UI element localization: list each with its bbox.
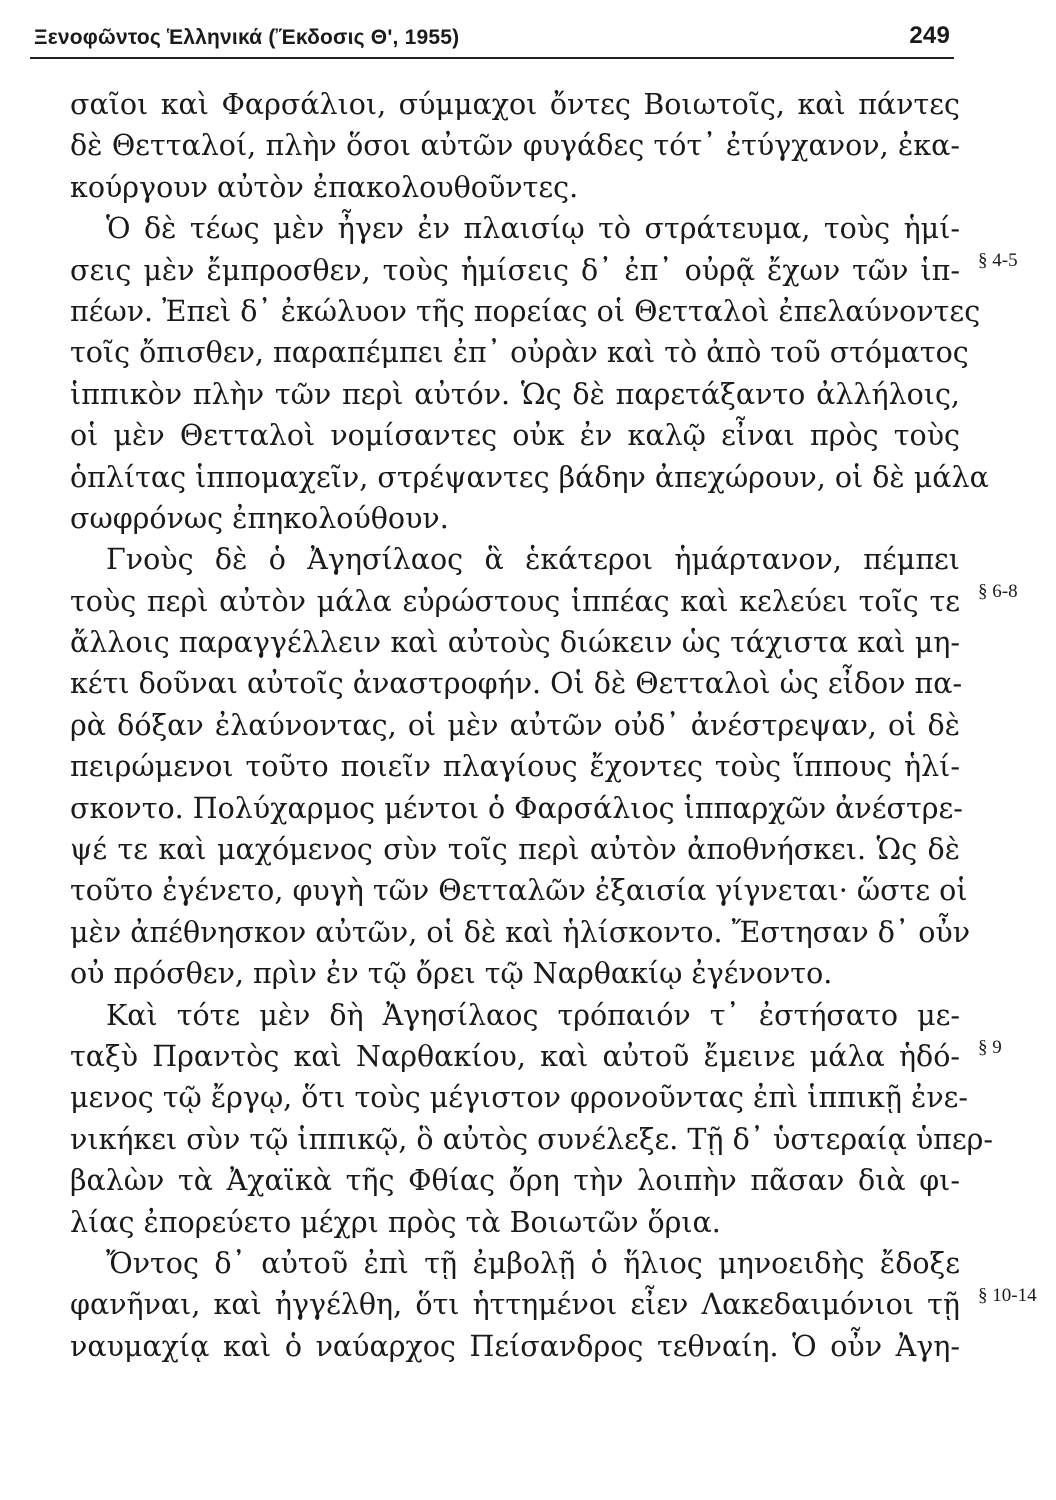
text-line: τοὺς περὶ αὐτὸν μάλα εὐρώστους ἱππέας καὶ κελεύει τοῖς τε [70, 584, 960, 618]
text-line: ναυμαχίᾳ καὶ ὁ ναύαρχος Πείσανδρος τεθναίη. Ὁ οὖν Ἀγη- [70, 1329, 960, 1363]
section-ref: § 6-8 [978, 581, 1018, 602]
page-number: 249 [909, 22, 950, 49]
header-rule [30, 57, 954, 59]
text-line: Γνοὺς δὲ ὁ Ἀγησίλαος ἃ ἑκάτεροι ἡμάρτανον, πέμπει [106, 543, 960, 577]
text-line: κούργουν αὐτὸν ἐπακολουθοῦντες. [70, 170, 579, 204]
text-line: μενος τῷ ἔργῳ, ὅτι τοὺς μέγιστον φρονοῦντας ἐπὶ ἱππικῇ ἐνε- [70, 1081, 969, 1115]
section-ref: § 4-5 [978, 250, 1018, 271]
section-ref: § 10-14 [978, 1285, 1037, 1306]
text-line: πέων. Ἐπεὶ δ᾽ ἐκώλυον τῆς πορείας οἱ Θετταλοὶ ἐπελαύνοντες [70, 294, 981, 328]
text-line: νικήκει σὺν τῷ ἱππικῷ, ὃ αὐτὸς συνέλεξε. Τῇ δ᾽ ὑστεραίᾳ ὑπερ- [70, 1122, 994, 1156]
text-line: οὐ πρόσθεν, πρὶν ἐν τῷ ὄρει τῷ Ναρθακίῳ ἐγένοντο. [70, 957, 833, 991]
text-line: κέτι δοῦναι αὐτοῖς ἀναστροφήν. Οἱ δὲ Θετταλοὶ ὡς εἶδον πα- [70, 667, 963, 701]
text-line: σωφρόνως ἐπηκολούθουν. [70, 501, 449, 535]
text-line: τοῖς ὄπισθεν, παραπέμπει ἐπ᾽ οὐρὰν καὶ τὸ ἀπὸ τοῦ στόματος [70, 336, 969, 370]
text-line: λίας ἐπορεύετο μέχρι πρὸς τὰ Βοιωτῶν ὅρια. [70, 1205, 721, 1239]
text-line: σκοντο. Πολύχαρμος μέντοι ὁ Φαρσάλιος ἱππαρχῶν ἀνέστρε- [70, 791, 963, 825]
running-title: Ξενοφῶντος Ἑλληνικά (Ἔκδοσις Θ', 1955) [34, 26, 460, 49]
text-line: Ὁ δὲ τέως μὲν ἦγεν ἐν πλαισίῳ τὸ στράτευμα, τοὺς ἡμί- [106, 212, 960, 246]
text-line: Ὄντος δ᾽ αὐτοῦ ἐπὶ τῇ ἐμβολῇ ὁ ἥλιος μηνοειδὴς ἔδοξε [106, 1246, 960, 1280]
text-line: ρὰ δόξαν ἐλαύνοντας, οἱ μὲν αὐτῶν οὐδ᾽ ἀνέστρεψαν, οἱ δὲ [70, 708, 960, 742]
text-line: ἱππικὸν πλὴν τῶν περὶ αὐτόν. Ὡς δὲ παρετάξαντο ἀλλήλοις, [70, 377, 960, 411]
running-header [34, 18, 950, 58]
text-body [70, 84, 994, 1367]
text-line: οἱ μὲν Θετταλοὶ νομίσαντες οὐκ ἐν καλῷ εἶναι πρὸς τοὺς [70, 419, 960, 453]
text-line: ταξὺ Πραντὸς καὶ Ναρθακίου, καὶ αὐτοῦ ἔμεινε μάλα ἡδό- [70, 1039, 960, 1073]
text-line: σαῖοι καὶ Φαρσάλιοι, σύμμαχοι ὄντες Βοιωτοῖς, καὶ πάντες [70, 88, 960, 121]
text-line: σεις μὲν ἔμπροσθεν, τοὺς ἡμίσεις δ᾽ ἐπ᾽ οὐρᾷ ἔχων τῶν ἱπ- [70, 253, 960, 287]
text-line: τοῦτο ἐγένετο, φυγὴ τῶν Θετταλῶν ἐξαισία γίγνεται· ὥστε οἱ [70, 874, 968, 908]
text-line: φανῆναι, καὶ ἠγγέλθη, ὅτι ἡττημένοι εἶεν Λακεδαιμόνιοι τῇ [70, 1288, 960, 1322]
text-line: ψέ τε καὶ μαχόμενος σὺν τοῖς περὶ αὐτὸν ἀποθνήσκει. Ὡς δὲ [70, 833, 960, 867]
text-line: ὁπλίτας ἱππομαχεῖν, στρέψαντες βάδην ἀπεχώρουν, οἱ δὲ μάλα [70, 460, 989, 494]
section-ref: § 9 [978, 1037, 1002, 1058]
text-line: βαλὼν τὰ Ἀχαϊκὰ τῆς Φθίας ὄρη τὴν λοιπὴν πᾶσαν διὰ φι- [70, 1164, 960, 1198]
text-line: μὲν ἀπέθνησκον αὐτῶν, οἱ δὲ καὶ ἡλίσκοντο. Ἔστησαν δ᾽ οὖν [70, 915, 971, 949]
text-line: Καὶ τότε μὲν δὴ Ἀγησίλαος τρόπαιόν τ᾽ ἐστήσατο με- [106, 998, 960, 1032]
text-line: πειρώμενοι τοῦτο ποιεῖν πλαγίους ἔχοντες τοὺς ἵππους ἡλί- [70, 750, 960, 784]
text-line: δὲ Θετταλοί, πλὴν ὅσοι αὐτῶν φυγάδες τότ᾽ ἐτύγχανον, ἐκα- [70, 129, 960, 163]
text-line: ἄλλοις παραγγέλλειν καὶ αὐτοὺς διώκειν ὡς τάχιστα καὶ μη- [70, 626, 960, 660]
